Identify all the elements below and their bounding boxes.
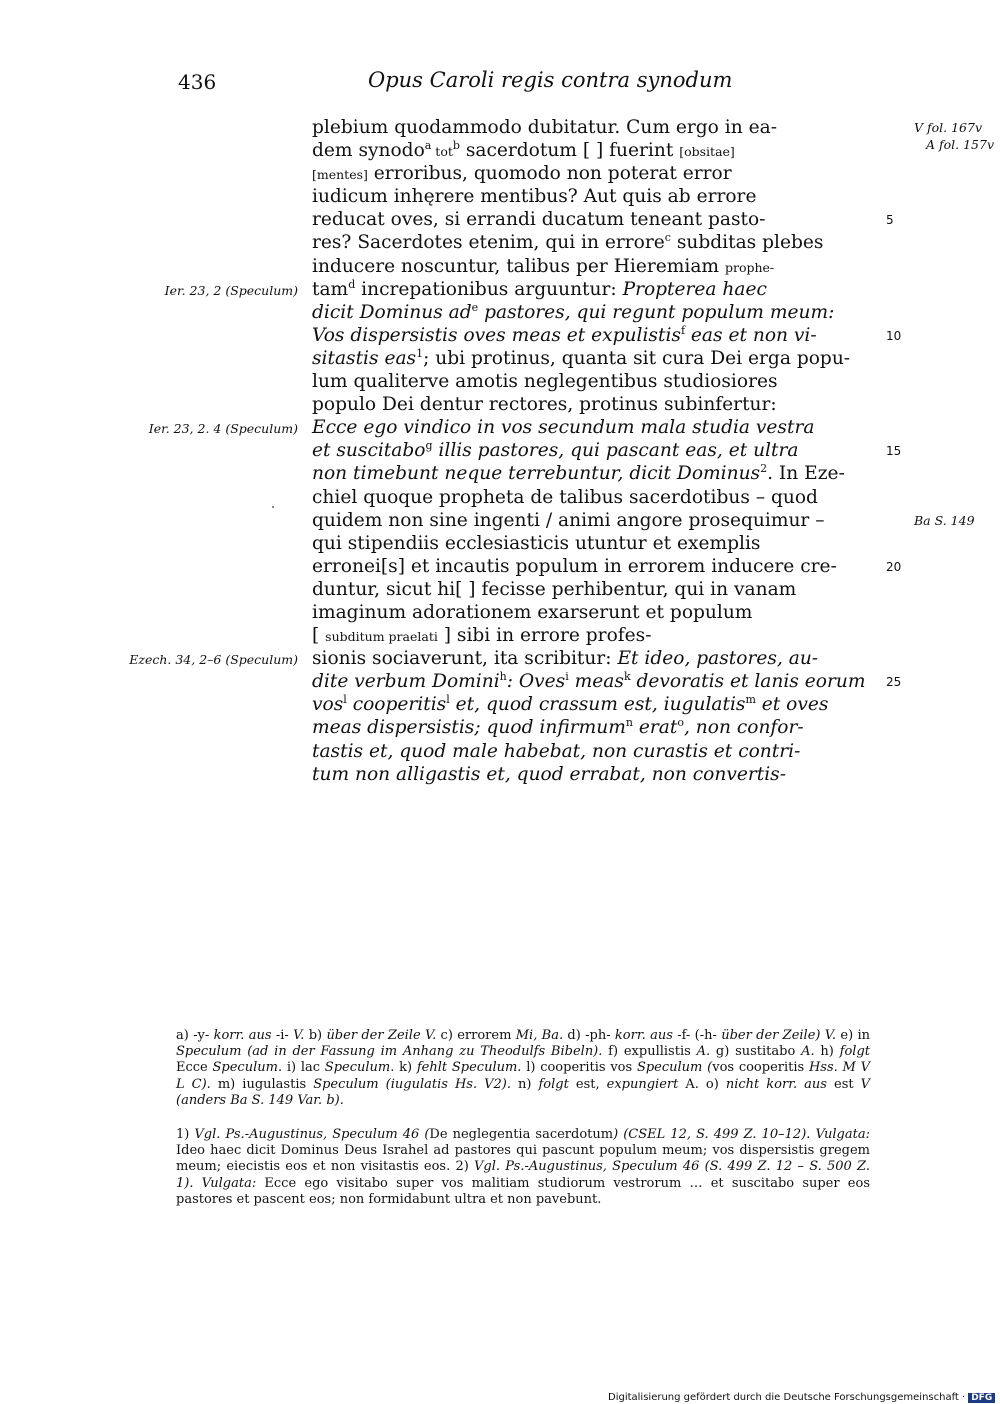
line-content	[312, 208, 765, 231]
text-run: lum qualiterve amotis neglegentibus studiosiores	[312, 371, 778, 393]
text-line	[312, 578, 892, 601]
text-run: l) cooperitis vos	[521, 1060, 637, 1076]
text-run: d) -ph-	[563, 1028, 615, 1043]
text-run: V.	[293, 1028, 305, 1043]
text-line	[312, 185, 892, 208]
text-run: tot	[431, 144, 453, 160]
footnote-marker: 2	[760, 462, 768, 476]
text-line	[312, 624, 892, 647]
line-content	[312, 693, 828, 716]
line-number: 5	[886, 213, 894, 228]
line-content	[312, 509, 825, 532]
text-run: Vgl. Ps.-Augustinus, Speculum 46 (S. 499 Z. 12 – S. 500 Z. 1). Vulgata:	[176, 1159, 870, 1191]
text-run: subditum praelati	[325, 629, 438, 645]
line-content	[312, 532, 760, 555]
text-run: sitastis eas	[312, 347, 417, 369]
text-run: non timebunt neque terrebuntur, dicit Dominus	[312, 463, 761, 485]
text-run: dite verbum Domini	[312, 671, 500, 693]
line-content	[312, 486, 818, 509]
text-run: b)	[304, 1028, 327, 1043]
text-run: ; ubi protinus, quanta sit cura Dei erga popu-	[423, 347, 851, 369]
line-content	[312, 670, 865, 693]
text-line	[312, 509, 892, 532]
footnote-marker: l	[446, 693, 450, 707]
text-run: tam	[312, 278, 349, 300]
text-run: Speculum.	[212, 1060, 283, 1076]
text-run: Vgl. Ps.-Augustinus, Speculum 46 (	[194, 1127, 430, 1143]
text-run: duntur, sicut hi[ ] fecisse perhibentur, qui in vanam	[312, 578, 797, 600]
line-content	[312, 162, 732, 186]
text-run: A.	[801, 1044, 815, 1060]
text-run: , non confor-	[683, 717, 804, 739]
text-run: Ideo haec dicit Dominus Deus Israhel ad pastores qui pascunt populum meum; vos dispersistis gregem meum; eiecistis eos et non visitastis eos. 2)	[176, 1143, 870, 1175]
text-line	[312, 370, 892, 393]
text-run: reducat oves, si errandi ducatum teneant pasto-	[312, 209, 766, 231]
text-run: iudicum inhęrere mentibus? Aut quis ab errore	[312, 186, 757, 208]
main-text	[312, 116, 902, 786]
footnote-marker: i	[565, 670, 569, 684]
text-run: A. o)	[678, 1076, 726, 1092]
text-run: est,	[568, 1076, 607, 1092]
text-run: meas dispersistis; quod infirmum	[312, 717, 626, 739]
text-run: increpationibus arguuntur:	[355, 278, 623, 300]
text-run: [mentes]	[312, 167, 368, 183]
page-number: 436	[178, 70, 217, 94]
text-run: fehlt Speculum.	[416, 1060, 522, 1076]
line-content	[312, 324, 817, 347]
text-run: folgt	[538, 1076, 569, 1092]
line-number: 20	[886, 559, 902, 574]
line-content	[312, 578, 796, 601]
text-line	[312, 278, 892, 301]
line-content	[312, 416, 814, 439]
text-run: g) sustitabo	[710, 1044, 802, 1060]
text-run: n)	[510, 1076, 539, 1092]
footnote-marker: b	[452, 139, 460, 153]
text-line	[312, 162, 892, 185]
text-run: quidem non sine ingenti / animi angore prosequimur –	[312, 509, 825, 531]
folio-note: A fol. 157v	[926, 137, 995, 152]
text-run: dem synodo	[312, 140, 425, 162]
text-line	[312, 486, 892, 509]
text-run: nicht korr. aus	[725, 1076, 827, 1092]
text-run: Speculum (ad in der Fassung im Anhang zu Theodulfs Bibeln).	[176, 1044, 603, 1060]
text-run: chiel quoque propheta de talibus sacerdotibus – quod	[312, 486, 818, 508]
text-run: meas	[568, 671, 624, 693]
text-line	[312, 601, 892, 624]
text-run: Ecce	[176, 1060, 213, 1076]
text-line	[312, 116, 892, 139]
footnote-marker: o	[677, 716, 684, 730]
text-run: c) errorem	[436, 1028, 516, 1043]
footnote-marker: l	[343, 693, 347, 707]
critical-apparatus	[176, 1028, 870, 1109]
scan-speck	[272, 506, 274, 508]
text-run: qui stipendiis ecclesiasticis utuntur et exemplis	[312, 532, 761, 554]
text-run: korr. aus	[213, 1028, 272, 1043]
text-run: -f- (-h-	[672, 1028, 722, 1043]
text-line	[312, 555, 902, 578]
text-line	[312, 462, 892, 485]
footer-text: Digitalisierung gefördert durch die Deutsche Forschungsgemeinschaft ·	[608, 1392, 966, 1403]
text-run: über der Zeile) V.	[721, 1028, 837, 1043]
text-run: Ecce ego vindico in vos secundum mala studia vestra	[312, 417, 815, 439]
text-run: Speculum (iugulatis Hs. V2).	[313, 1076, 511, 1092]
digitization-footer	[608, 1392, 995, 1403]
text-run: A.	[696, 1044, 711, 1060]
text-run: inducere noscuntur, talibus per Hieremiam	[312, 255, 725, 277]
text-run: a) -y-	[176, 1028, 214, 1043]
footnote-marker: a	[424, 139, 432, 153]
text-run: imaginum adorationem exarserunt et populum	[312, 601, 753, 623]
text-run: Hss. M V L C).	[176, 1060, 871, 1092]
text-run: Speculum.	[324, 1060, 395, 1076]
text-run: prophe-	[724, 259, 775, 275]
text-run: dicit Dominus ad	[312, 301, 472, 323]
text-run: k)	[394, 1060, 417, 1076]
text-run: sionis sociaverunt, ita scribitur:	[312, 648, 618, 670]
text-run: res? Sacerdotes etenim, qui in errore	[312, 232, 665, 254]
text-run: sacerdotum [ ] fuerint	[459, 140, 680, 162]
text-run: De neglegentia sacerdotum	[429, 1127, 614, 1143]
text-run: 1)	[176, 1127, 195, 1143]
text-run: devoratis et lanis eorum	[630, 671, 866, 693]
text-run: vos	[312, 694, 344, 716]
line-content	[312, 347, 850, 370]
source-notes	[176, 1127, 870, 1208]
footnote-marker: k	[623, 670, 631, 684]
text-line	[312, 670, 902, 693]
text-run: cooperitis	[346, 694, 447, 716]
line-content	[312, 462, 845, 485]
text-line	[312, 347, 892, 370]
dfg-logo: DFG	[968, 1393, 995, 1403]
line-number: 10	[886, 328, 902, 343]
line-content	[312, 301, 834, 324]
running-title: Opus Caroli regis contra synodum	[368, 68, 733, 92]
text-run: erroribus, quomodo non poterat error	[367, 163, 732, 185]
text-line	[312, 439, 902, 462]
text-line	[312, 740, 892, 763]
line-number: 15	[886, 444, 902, 459]
text-line	[312, 139, 892, 162]
text-run: m) iugulastis	[210, 1076, 314, 1092]
footnote-marker: g	[425, 439, 433, 453]
line-content	[312, 278, 767, 301]
footnote-marker: d	[348, 277, 356, 291]
line-content	[312, 647, 818, 670]
text-run: et oves	[755, 694, 829, 716]
text-run: ) (CSEL 12, S. 499 Z. 10–12). Vulgata:	[613, 1127, 870, 1143]
text-run: vos cooperitis	[712, 1060, 809, 1076]
text-line	[312, 647, 892, 670]
footnote-marker: n	[625, 716, 633, 730]
text-line	[312, 208, 892, 231]
text-line	[312, 393, 892, 416]
text-run: -i-	[271, 1028, 294, 1043]
text-run: erat	[632, 717, 678, 739]
text-line	[312, 763, 892, 786]
text-run: Ecce ego visitabo super vos malitiam studiorum vestrorum … et suscitabo super eos pastores et pascent eos; non formidabunt ultra et non pavebunt.	[176, 1175, 870, 1207]
text-line	[312, 231, 892, 254]
folio-note: Ba S. 149	[914, 513, 975, 528]
footnote-marker: e	[471, 300, 479, 314]
text-run: Mi, Ba.	[515, 1028, 564, 1043]
line-content	[312, 255, 774, 279]
text-run: pastores, qui regunt populum meum:	[478, 301, 835, 323]
text-run: über der Zeile V.	[326, 1028, 437, 1043]
text-line	[312, 301, 892, 324]
text-run: eas et non vi-	[685, 324, 817, 346]
text-run: Et ideo, pastores, au-	[617, 648, 819, 670]
line-content	[312, 624, 651, 648]
text-run: erronei[s] et incautis populum in errorem inducere cre-	[312, 555, 837, 577]
line-content	[312, 185, 756, 208]
scripture-reference: Ezech. 34, 2–6 (Speculum)	[129, 652, 298, 668]
line-content	[312, 393, 777, 416]
text-run: Propterea haec	[622, 278, 767, 300]
footnote-marker: h	[499, 670, 507, 684]
text-run: expungiert	[606, 1076, 679, 1092]
line-content	[312, 139, 735, 163]
text-run: e) in	[836, 1028, 870, 1043]
text-run: populo Dei dentur rectores, protinus subinfertur:	[312, 394, 777, 416]
text-run: illis pastores, qui pascant eas, et ultra	[432, 440, 799, 462]
footnote-marker: f	[680, 323, 686, 337]
line-content	[312, 740, 800, 763]
footnote-marker: 1	[416, 346, 424, 360]
text-run: [	[312, 625, 326, 647]
text-run: f) expullistis	[602, 1044, 697, 1060]
line-content	[312, 716, 804, 739]
text-run: folgt	[839, 1044, 870, 1060]
text-run: subditas plebes	[670, 232, 824, 254]
text-run: Speculum (	[636, 1060, 713, 1076]
footnote-marker: m	[745, 693, 756, 707]
line-content	[312, 439, 798, 462]
folio-note: V fol. 167v	[914, 120, 983, 135]
line-content	[312, 555, 837, 578]
text-run: Vos dispersistis oves meas et expulistis	[312, 324, 681, 346]
text-run: : Oves	[506, 671, 566, 693]
line-content	[312, 231, 823, 254]
footnote-marker: c	[664, 231, 671, 245]
line-number: 25	[886, 675, 902, 690]
line-content	[312, 763, 786, 786]
text-run: tum non alligastis et, quod errabat, non convertis-	[312, 763, 786, 785]
text-run: ] sibi in errore profes-	[437, 625, 652, 647]
text-run: h)	[814, 1044, 840, 1060]
text-run: [obsitae]	[679, 144, 735, 160]
text-line	[312, 416, 892, 439]
text-run: V (anders Ba S. 149 Var. b).	[176, 1076, 871, 1108]
scripture-reference: Ier. 23, 2 (Speculum)	[164, 282, 298, 298]
text-run: et suscitabo	[312, 440, 426, 462]
line-content	[312, 370, 778, 393]
text-run: i) lac	[282, 1060, 325, 1076]
text-line	[312, 255, 892, 278]
text-run: . In Eze-	[767, 463, 845, 485]
scripture-reference: Ier. 23, 2. 4 (Speculum)	[148, 421, 298, 437]
footnotes	[176, 1028, 870, 1208]
text-line	[312, 532, 892, 555]
text-run: plebium quodammodo dubitatur. Cum ergo in ea-	[312, 117, 777, 138]
line-content	[312, 116, 777, 139]
text-run: est	[826, 1076, 861, 1092]
line-content	[312, 601, 752, 624]
text-run: korr. aus	[614, 1028, 673, 1043]
text-run: et, quod crassum est, iugulatis	[449, 694, 746, 716]
text-run: tastis et, quod male habebat, non curastis et contri-	[312, 740, 801, 762]
text-line	[312, 716, 892, 739]
text-line	[312, 693, 892, 716]
text-line	[312, 323, 902, 347]
